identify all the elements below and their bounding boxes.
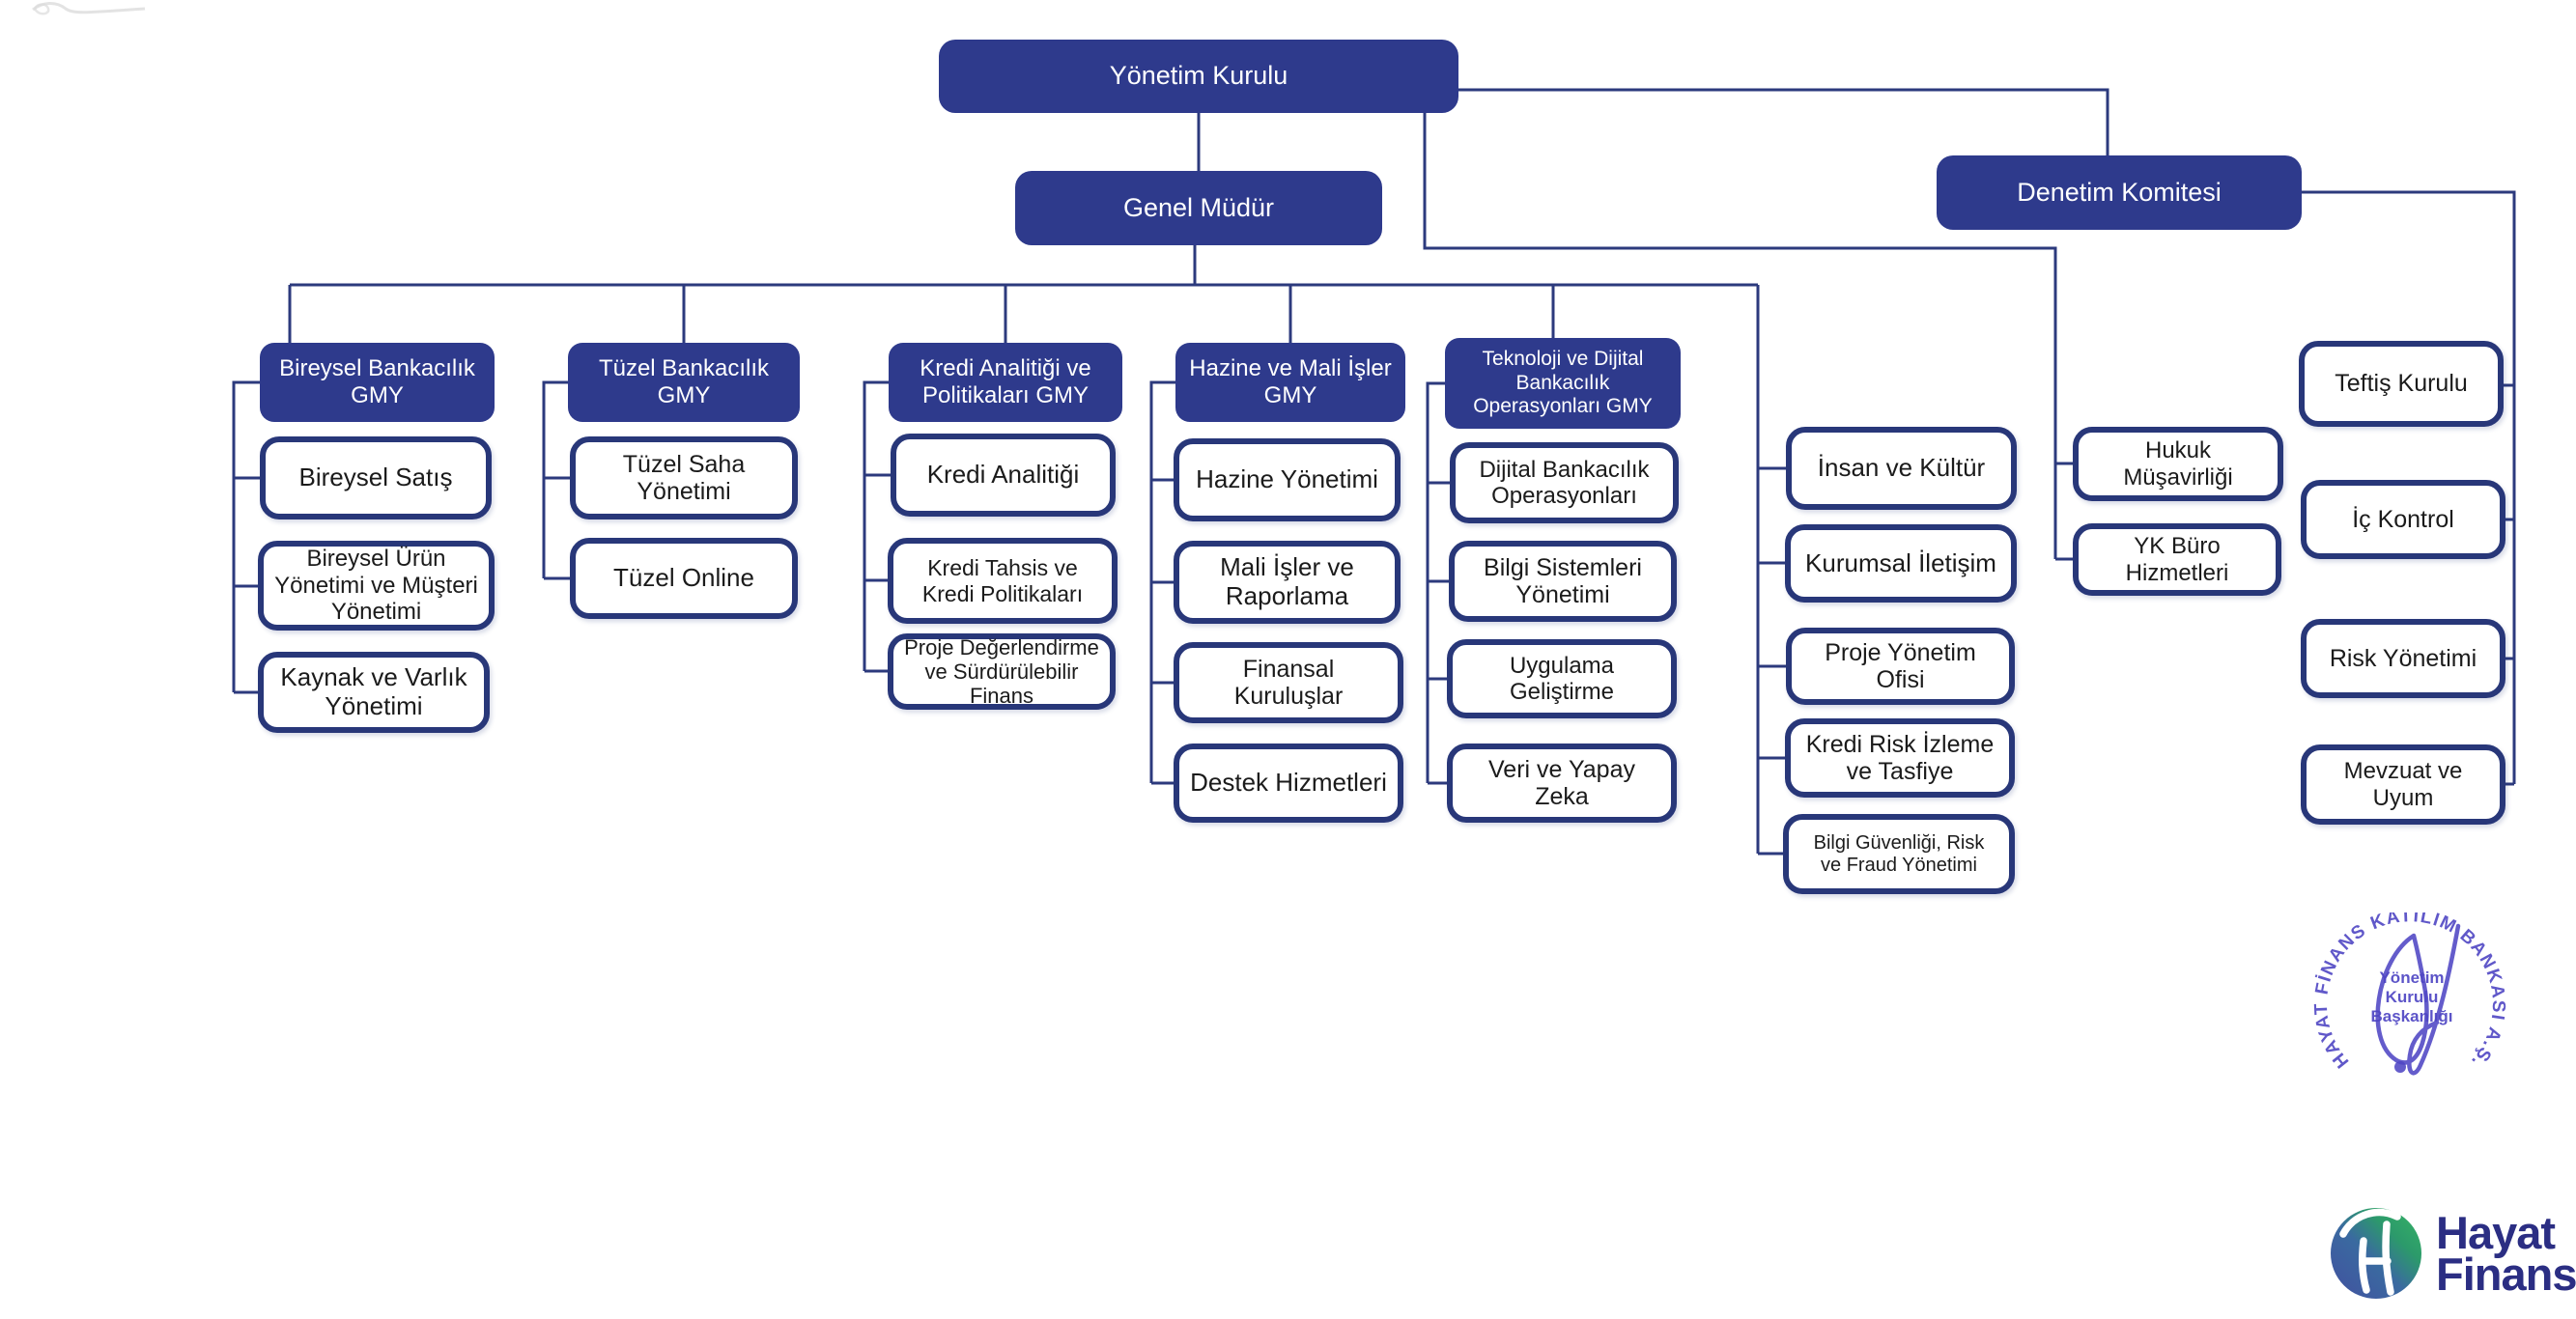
org-node-unit: Bireysel Ürün Yönetimi ve Müşteri Yönetimi <box>258 541 495 631</box>
org-node-unit: Finansal Kuruluşlar <box>1174 642 1403 723</box>
org-node-unit: YK Büro Hizmetleri <box>2073 523 2281 596</box>
company-logo <box>2328 1205 2576 1302</box>
stamp-ring-text: HAYAT FİNANS KATILIM BANKASI A.Ş. <box>2310 912 2509 1073</box>
logo-globe-icon <box>2328 1205 2424 1302</box>
org-node-unit: Kurumsal İletişim <box>1785 524 2017 603</box>
org-node-unit: Proje Yönetim Ofisi <box>1786 628 2015 705</box>
logo-wordmark <box>2436 1206 2576 1300</box>
org-node-unit: Kredi Tahsis ve Kredi Politikaları <box>888 538 1118 624</box>
org-node-unit: İç Kontrol <box>2301 480 2505 559</box>
org-node-gmy-header: Teknoloji ve Dijital Bankacılık Operasyonları GMY <box>1445 338 1681 429</box>
org-node-unit: Kaynak ve Varlık Yönetimi <box>258 652 490 733</box>
org-node-board: Yönetim Kurulu <box>939 40 1458 113</box>
org-node-unit: Tüzel Online <box>570 538 798 619</box>
org-node-unit: Dijital Bankacılık Operasyonları <box>1450 442 1679 523</box>
org-node-general-manager: Genel Müdür <box>1015 171 1382 245</box>
org-node-audit-committee: Denetim Komitesi <box>1937 155 2302 230</box>
org-node-unit: Teftiş Kurulu <box>2299 341 2504 427</box>
company-stamp <box>2304 912 2524 1110</box>
org-node-unit: Mevzuat ve Uyum <box>2301 744 2505 825</box>
org-node-unit: Uygulama Geliştirme <box>1447 639 1677 718</box>
org-node-unit: Kredi Analitiği <box>891 434 1116 517</box>
org-node-unit: Destek Hizmetleri <box>1174 744 1403 823</box>
org-node-unit: Mali İşler ve Raporlama <box>1174 541 1401 624</box>
org-node-unit: Risk Yönetimi <box>2301 619 2505 698</box>
org-node-unit: Hukuk Müşavirliği <box>2073 427 2283 501</box>
org-node-unit: Tüzel Saha Yönetimi <box>570 436 798 519</box>
org-node-gmy-header: Hazine ve Mali İşler GMY <box>1175 343 1405 422</box>
org-node-unit: Bilgi Sistemleri Yönetimi <box>1449 541 1677 622</box>
org-node-unit: Proje Değerlendirme ve Sürdürülebilir Finans <box>888 633 1116 710</box>
org-node-unit: İnsan ve Kültür <box>1786 427 2017 510</box>
org-node-unit: Veri ve Yapay Zeka <box>1447 744 1677 823</box>
logo-wordmark-line1: Hayat <box>2436 1206 2556 1258</box>
stamp-center-text: Yönetim Kurulu Başkanlığı <box>2370 968 2453 1026</box>
logo-wordmark-line2: Finans <box>2436 1249 2576 1300</box>
org-node-unit: Bilgi Güvenliği, Risk ve Fraud Yönetimi <box>1783 814 2015 894</box>
org-node-unit: Kredi Risk İzleme ve Tasfiye <box>1785 718 2015 798</box>
org-node-gmy-header: Tüzel Bankacılık GMY <box>568 343 800 422</box>
org-node-gmy-header: Kredi Analitiği ve Politikaları GMY <box>889 343 1122 422</box>
org-node-unit: Bireysel Satış <box>260 436 492 519</box>
org-node-gmy-header: Bireysel Bankacılık GMY <box>260 343 495 422</box>
stamp-dot <box>2394 1061 2406 1073</box>
org-node-unit: Hazine Yönetimi <box>1174 438 1401 521</box>
